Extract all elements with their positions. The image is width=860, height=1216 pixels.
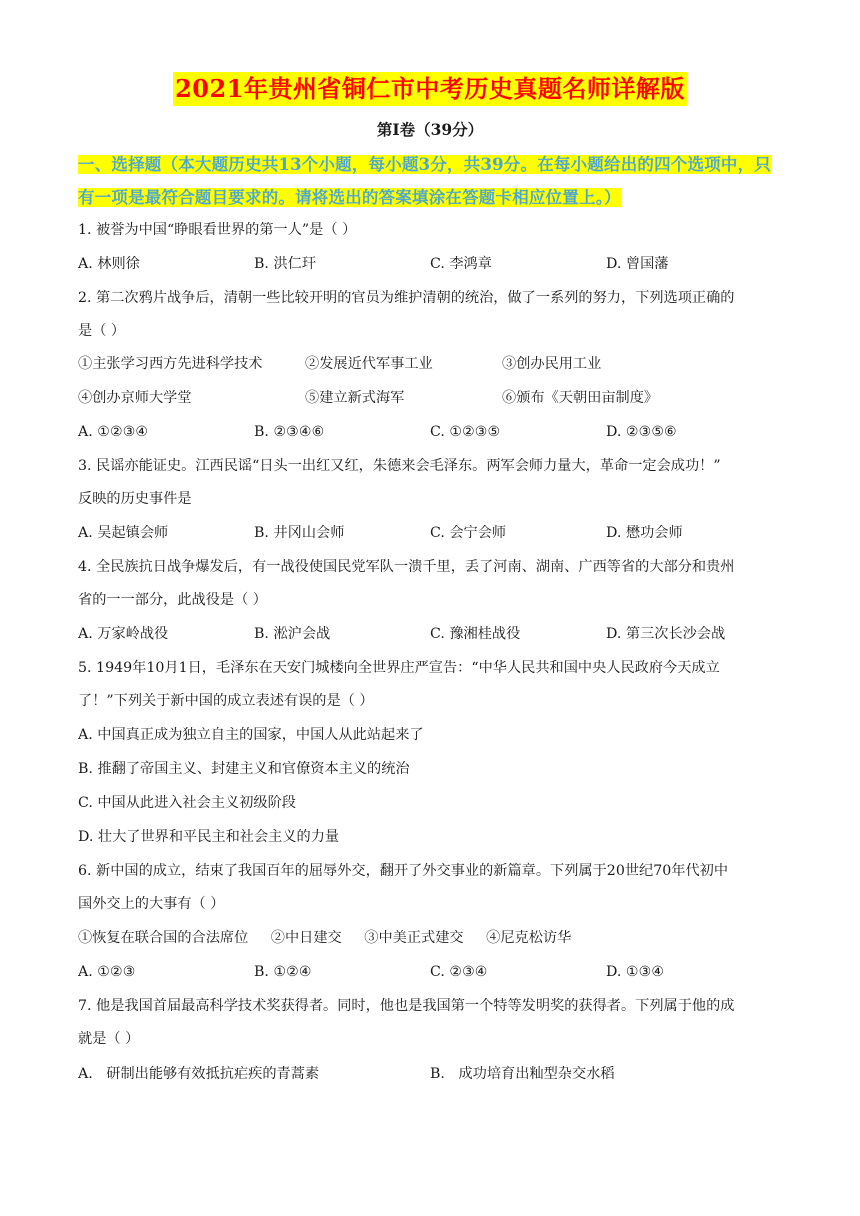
q2-option-b: B. ②③④⑥: [254, 424, 325, 440]
q2-item-3: ③创办民用工业: [502, 356, 602, 372]
q6-option-b: B. ①②④: [254, 964, 312, 980]
q7-option-b: B. 成功培育出籼型杂交水稻: [430, 1066, 615, 1082]
q2-option-a: A. ①②③④: [78, 424, 149, 440]
page-title: 2021年贵州省铜仁市中考历史真题名师详解版: [173, 72, 687, 106]
q2-option-c: C. ①②③⑤: [430, 424, 501, 440]
q1-stem: 1. 被誉为中国“睁眼看世界的第一人”是（ ）: [78, 222, 357, 238]
section-header: [78, 148, 782, 214]
q1-option-d: D. 曾国藩: [606, 256, 669, 272]
q7-option-a: A. 研制出能够有效抵抗疟疾的青蒿素: [78, 1066, 320, 1082]
q1-option-b: B. 洪仁玕: [254, 256, 317, 272]
q3-stem-line1: 3. 民谣亦能证史。江西民谣“日头一出红又红，朱德来会毛泽东。两军会师力量大，革命一定会成功！”: [78, 458, 721, 474]
q4-option-a: A. 万家岭战役: [78, 626, 169, 642]
q4-option-c: C. 豫湘桂战役: [430, 626, 521, 642]
q6-stem-line2: 国外交上的大事有（ ）: [78, 896, 225, 912]
q3-option-a: A. 吴起镇会师: [78, 525, 169, 541]
q4-stem-line2: 省的一一部分，此战役是（ ）: [78, 592, 267, 608]
q6-option-d: D. ①③④: [606, 964, 665, 980]
q5-stem-line1: 5. 1949年10月1日，毛泽东在天安门城楼向全世界庄严宣告：“中华人民共和国中央人民政府今天成立: [78, 660, 720, 676]
q6-option-a: A. ①②③: [78, 964, 136, 980]
q2-option-d: D. ②③⑤⑥: [606, 424, 677, 440]
q4-option-b: B. 淞沪会战: [254, 626, 331, 642]
q2-stem-line1: 2. 第二次鸦片战争后，清朝一些比较开明的官员为维护清朝的统治，做了一系列的努力，下列选项正确的: [78, 290, 735, 306]
q1-option-c: C. 李鸿章: [430, 256, 492, 272]
q2-item-2: ②发展近代军事工业: [305, 356, 433, 372]
q6-items: ①恢复在联合国的合法席位 ②中日建交 ③中美正式建交 ④尼克松访华: [78, 930, 572, 946]
section-header-text: 一、选择题（本大题历史共13个小题，每小题3分，共39分。在每小题给出的四个选项中，只有一项是最符合题目要求的。请将选出的答案填涂在答题卡相应位置上。）: [78, 155, 772, 207]
q2-item-5: ⑤建立新式海军: [305, 390, 405, 406]
q3-stem-line2: 反映的历史事件是: [78, 491, 192, 507]
q5-option-d: D. 壮大了世界和平民主和社会主义的力量: [78, 829, 340, 845]
q5-option-b: B. 推翻了帝国主义、封建主义和官僚资本主义的统治: [78, 761, 410, 777]
q2-item-1: ①主张学习西方先进科学技术: [78, 356, 263, 372]
q3-option-b: B. 井冈山会师: [254, 525, 345, 541]
q5-stem-line2: 了！”下列关于新中国的成立表述有误的是（ ）: [78, 693, 374, 709]
title-block: [0, 72, 860, 106]
q2-stem-line2: 是（ ）: [78, 323, 126, 339]
q5-option-a: A. 中国真正成为独立自主的国家，中国人从此站起来了: [78, 727, 424, 743]
q5-option-c: C. 中国从此进入社会主义初级阶段: [78, 795, 296, 811]
q4-stem-line1: 4. 全民族抗日战争爆发后，有一战役使国民党军队一溃千里，丢了河南、湖南、广西等省的大部分和贵州: [78, 559, 735, 575]
q3-option-c: C. 会宁会师: [430, 525, 507, 541]
q3-option-d: D. 懋功会师: [606, 525, 683, 541]
q4-option-d: D. 第三次长沙会战: [606, 626, 726, 642]
volume-subtitle: 第Ⅰ卷（39分）: [376, 120, 484, 139]
q6-stem-line1: 6. 新中国的成立，结束了我国百年的屈辱外交，翻开了外交事业的新篇章。下列属于20世纪70年代初中: [78, 863, 729, 879]
q2-item-6: ⑥颁布《天朝田亩制度》: [502, 390, 659, 406]
q7-stem-line1: 7. 他是我国首届最高科学技术奖获得者。同时，他也是我国第一个特等发明奖的获得者。下列属于他的成: [78, 998, 735, 1014]
q7-stem-line2: 就是（ ）: [78, 1031, 140, 1047]
q2-item-4: ④创办京师大学堂: [78, 390, 192, 406]
q6-option-c: C. ②③④: [430, 964, 488, 980]
q1-option-a: A. 林则徐: [78, 256, 140, 272]
